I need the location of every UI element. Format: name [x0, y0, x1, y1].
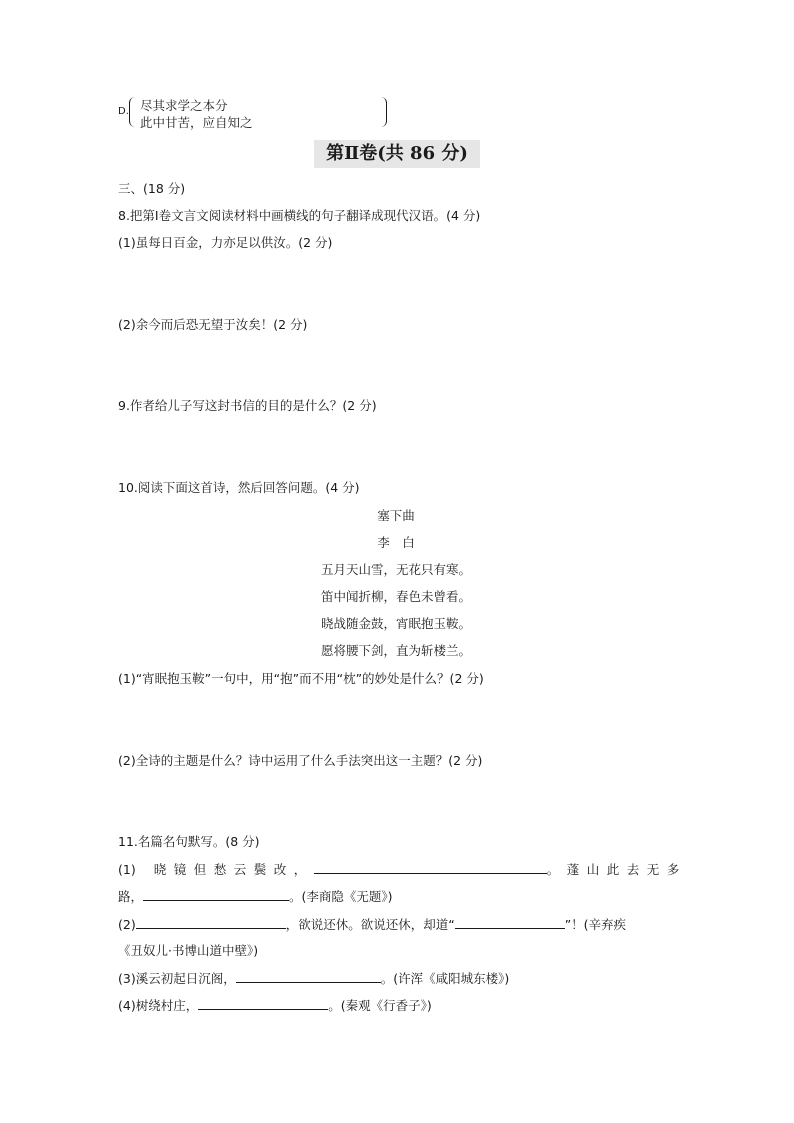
q11-item4	[118, 997, 432, 1014]
q11-item2-line1	[118, 916, 626, 933]
poem-line: 五月天山雪，无花只有寒。	[320, 562, 471, 577]
option-d-line1: 尽其求学之本分	[140, 98, 228, 113]
poem-title: 塞下曲	[377, 508, 415, 523]
q8-stem: 8.把第Ⅰ卷文言文阅读材料中画横线的句子翻译成现代汉语。(4 分)	[118, 208, 481, 223]
answer-blank[interactable]	[236, 970, 381, 983]
left-brace	[129, 97, 135, 127]
answer-blank[interactable]	[136, 916, 286, 929]
poem-line: 晓战随金鼓，宵眠抱玉鞍。	[320, 616, 471, 631]
option-d-label: D.	[118, 106, 129, 117]
answer-blank[interactable]	[314, 861, 547, 874]
q11-item1-text: 晓镜但愁云鬓改，	[153, 862, 314, 877]
q11-item1-line2	[118, 888, 393, 905]
q11-item4-source: 。(秦观《行香子》)	[328, 998, 432, 1013]
q11-item2-text: ，欲说还休。欲说还休，却道“	[285, 917, 455, 932]
q11-item2-source: 《丑奴儿·书博山道中壁》)	[118, 943, 259, 958]
q11-item1-source: 。(李商隐《无题》)	[289, 889, 393, 904]
q8-sub2: (2)余今而后恐无望于汝矣！(2 分)	[118, 317, 308, 332]
q11-item2-text2: ”！(辛弃疾	[564, 917, 627, 932]
option-d	[118, 96, 288, 130]
q11-item1-text3: 路，	[118, 889, 144, 904]
poem-line: 愿将腰下剑，直为斩楼兰。	[320, 643, 471, 658]
poem-line: 笛中闻折柳，春色未曾看。	[320, 589, 471, 604]
q11-item3-source: 。(许浑《咸阳城东楼》)	[380, 971, 510, 986]
q11-item1-num: (1)	[118, 862, 136, 877]
q11-item3-text: (3)溪云初起日沉阁，	[118, 971, 236, 986]
q11-stem: 11.名篇名句默写。(8 分)	[118, 834, 260, 849]
q11-item3	[118, 970, 509, 987]
q10-sub1: (1)“宵眠抱玉鞍”一句中，用“抱”而不用“枕”的妙处是什么？(2 分)	[118, 671, 484, 686]
q9-stem: 9.作者给儿子写这封书信的目的是什么？(2 分)	[118, 398, 377, 413]
q11-item1-line1	[118, 861, 687, 878]
q11-item1-text2: 。蓬山此去无多	[546, 862, 687, 877]
q11-item4-text: (4)树绕村庄，	[118, 998, 199, 1013]
q11-item2-num: (2)	[118, 917, 136, 932]
poem-author: 李 白	[377, 535, 415, 550]
answer-blank[interactable]	[198, 997, 328, 1010]
q8-sub1: (1)虽每日百金，力亦足以供汝。(2 分)	[118, 235, 333, 250]
option-d-line2: 此中甘苦，应自知之	[140, 115, 253, 130]
section-title: 第Ⅱ卷(共 86 分)	[314, 140, 480, 168]
answer-blank[interactable]	[143, 888, 289, 901]
part3-heading: 三、(18 分)	[118, 181, 186, 196]
right-brace	[381, 97, 387, 127]
q10-stem: 10.阅读下面这首诗，然后回答问题。(4 分)	[118, 480, 360, 495]
answer-blank[interactable]	[455, 916, 565, 929]
q10-sub2: (2)全诗的主题是什么？诗中运用了什么手法突出这一主题？(2 分)	[118, 753, 483, 768]
